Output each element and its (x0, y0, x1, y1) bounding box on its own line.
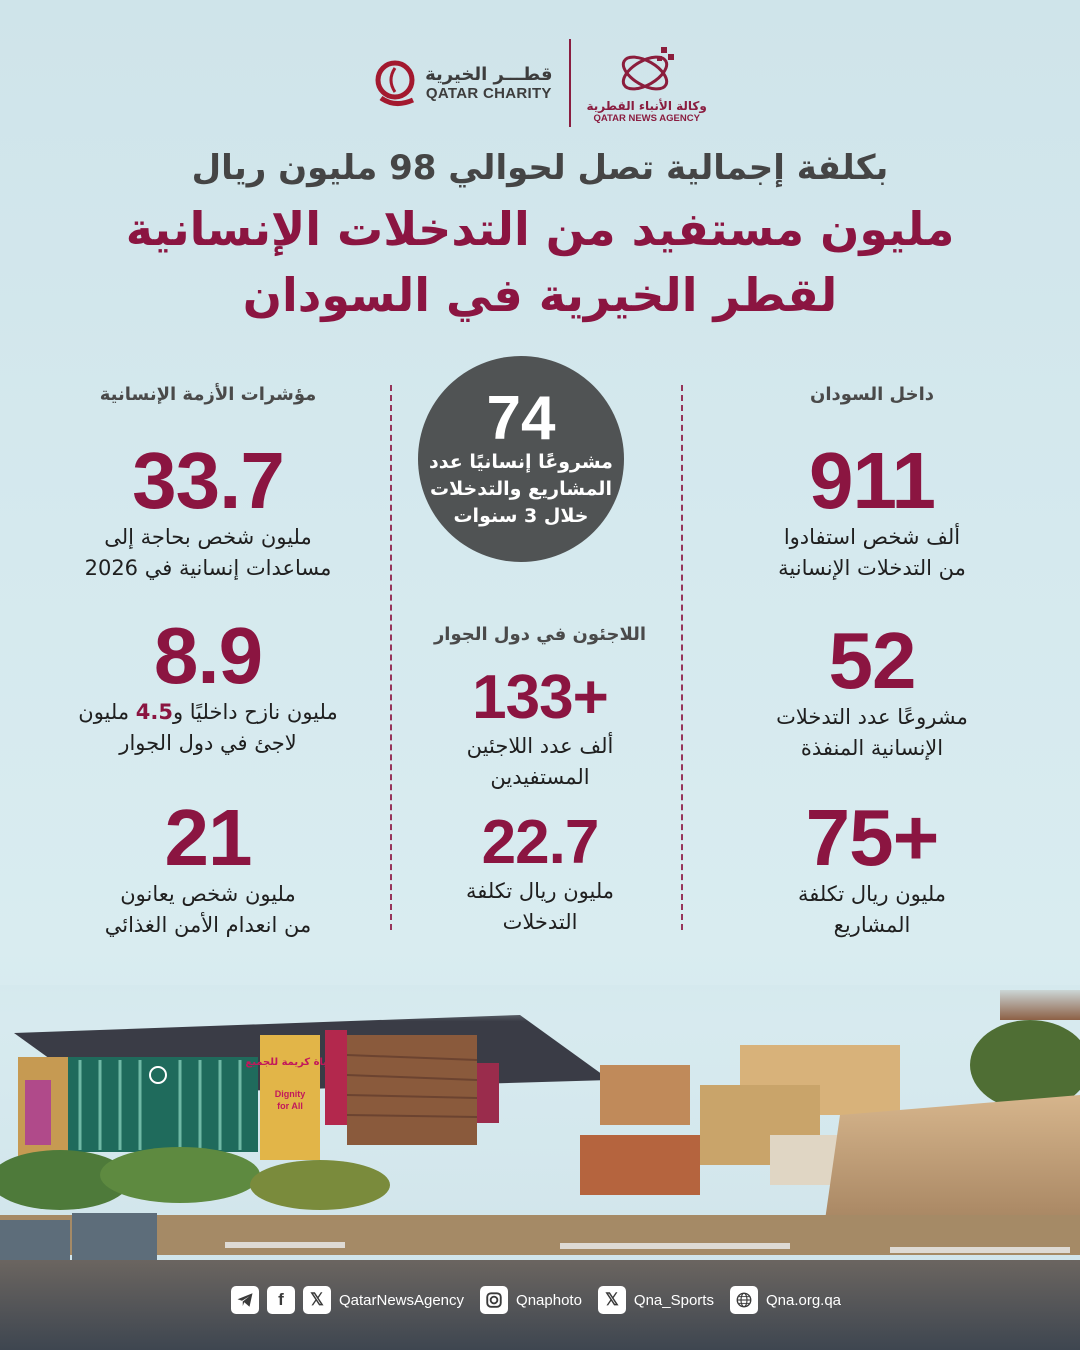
page-title (0, 196, 1080, 328)
stat-food-insecurity (48, 793, 368, 941)
stat-value: 75+ (805, 793, 939, 882)
qna-emblem-icon (612, 43, 682, 99)
qatar-charity-name-ar: قطـــر الخيرية (425, 64, 553, 85)
qatar-charity-q-icon (373, 58, 417, 108)
handle-qnaphoto[interactable]: Qnaphoto (516, 1291, 582, 1309)
subtitle: بكلفة إجمالية تصل لحوالي 98 مليون ريال (191, 148, 889, 188)
stat-refugees (380, 665, 700, 793)
facebook-icon[interactable]: f (267, 1286, 295, 1314)
column-heading: مؤشرات الأزمة الإنسانية (99, 384, 317, 405)
stat-project-cost (712, 793, 1032, 941)
stat-beneficiaries (712, 436, 1032, 584)
qatar-charity-logo (373, 58, 552, 108)
telegram-icon[interactable] (231, 1286, 259, 1314)
globe-icon[interactable] (730, 1286, 758, 1314)
qna-logo (587, 43, 707, 124)
handle-qna-sports[interactable]: Qna_Sports (633, 1291, 714, 1309)
x-icon[interactable]: 𝕏 (303, 1286, 331, 1314)
stat-description: مليون شخص يعانون من انعدام الأمن الغذائي (104, 882, 312, 937)
inside-sudan-column (712, 380, 1032, 410)
instagram-icon[interactable] (480, 1286, 508, 1314)
stat-value: 8.9 (153, 611, 263, 700)
logo-bar (0, 38, 1080, 128)
refugees-column (380, 620, 700, 650)
qatar-charity-name-en: QATAR CHARITY (425, 85, 552, 102)
stat-description: مشروعًا عدد التدخلات الإنسانية المنفذة (776, 705, 968, 760)
highlight-number: 4.5 (135, 700, 173, 724)
stat-description: مليون ريال تكلفة المشاريع (797, 882, 947, 937)
crisis-indicators-column (48, 380, 368, 410)
x-icon[interactable]: 𝕏 (598, 1286, 626, 1314)
title-line-2: لقطر الخيرية في السودان (242, 268, 838, 322)
stat-description: ألف عدد اللاجئين المستفيدين (466, 734, 614, 789)
stat-value: 33.7 (132, 436, 284, 525)
circle-value: 74 (486, 383, 556, 453)
column-heading: اللاجئون في دول الجوار (433, 624, 647, 645)
stat-value: 21 (164, 793, 252, 882)
stat-displaced (48, 611, 368, 759)
circle-description: مشروعًا إنسانيًا عدد المشاريع والتدخلات خلال 3 سنوات (429, 450, 613, 527)
handle-qatarnewsagency[interactable]: QatarNewsAgency (338, 1291, 465, 1309)
stat-refugee-cost (380, 810, 700, 938)
qna-name-en: QATAR NEWS AGENCY (593, 112, 700, 124)
stat-people-in-need (48, 436, 368, 584)
stat-description: مليون نازح داخليًا و4.5 مليون لاجئ في دول الجوار (78, 700, 338, 755)
stat-description: مليون ريال تكلفة التدخلات (465, 879, 615, 934)
stat-description: مليون شخص بحاجة إلى مساعدات إنسانية في 2026 (84, 525, 332, 580)
stat-value: 133+ (472, 663, 608, 732)
qna-name-ar: وكالة الأنباء القطرية (586, 98, 707, 113)
stat-description: ألف شخص استفادوا من التدخلات الإنسانية (778, 525, 966, 580)
title-line-1: مليون مستفيد من التدخلات الإنسانية (125, 202, 955, 256)
stat-value: 911 (808, 436, 936, 525)
handle-website[interactable]: Qna.org.qa (765, 1291, 842, 1309)
logo-divider (569, 39, 571, 127)
stat-value: 52 (828, 616, 916, 705)
social-bar (0, 1283, 1080, 1317)
highlight-circle (418, 356, 624, 562)
column-heading: داخل السودان (809, 384, 934, 405)
stat-value: 22.7 (481, 808, 599, 877)
stat-projects (712, 616, 1032, 764)
